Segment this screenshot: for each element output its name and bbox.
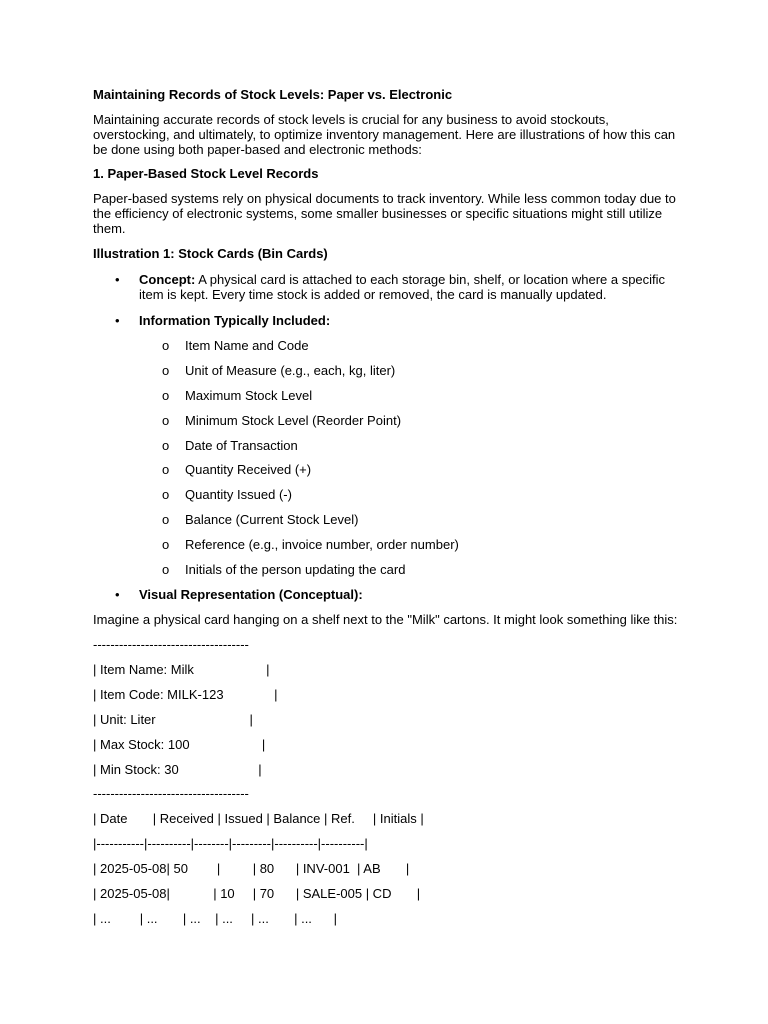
card-line: | Date | Received | Issued | Balance | Ref. | Initials | [93,811,424,826]
card-line: | 2025-05-08| 50 | | 80 | INV-001 | AB | [93,861,410,876]
card-line: | Item Code: MILK-123 | [93,687,278,702]
visual-label: Visual Representation (Conceptual): [139,587,363,602]
card-line: | ... | ... | ... | ... | ... | ... | [93,911,337,926]
circle-bullet-icon: o [162,562,170,577]
document-page: Maintaining Records of Stock Levels: Paper vs. Electronic Maintaining accurate records of stock levels is crucial for any business to avoid stockouts, overstocking, and ultimately, to optimize inventory management. Here are illustrations of how this can be done using both paper-based and electronic methods: 1. Paper-Based Stock Level Records Paper-based systems rely on physical documents to track inventory. While less common today due to the efficiency of electronic systems, some smaller businesses or specific situations might still utilize them. Illustration 1: Stock Cards (Bin Cards) • Concept: A physical card is attached to each storage bin, shelf, or location where a specific item is kept. Every time stock is added or removed, the card is manually updated. • Information Typically Included: o Item Name and Code o Unit of Measure (e.g., each, kg, liter) o Maximum Stock Level o Minimum Stock Level (Reorder Point) o Date of Transaction o Quantity Received (+) o Quantity Issued (-) o Balance (Current Stock Level) o Reference (e.g., invoice number, order number) o Initials of the person updating the card • Visual Representation (Conceptual): Imagine a physical card hanging on a shelf next to the "Milk" cartons. It might look something like this: ------------------------------------ | Item Name: Milk | | Item Code: MILK-123 | | Unit: Liter | | Max Stock: 100 | | Min Stock: 30 | ------------------------------------ | Date | Received | Issued | Balance | Ref. | Initials | |-----------|----------|--------|---------|----------|----------| | 2025-05-08| 50 | | 80 | INV-001 | AB | | 2025-05-08| | 10 | 70 | SALE-005 | CD | | ... | ... | ... | ... | ... | ... | [0,0,768,1024]
bullet-dot-icon: • [115,313,120,328]
information-label: Information Typically Included: [139,313,331,328]
imagine-text: Imagine a physical card hanging on a shelf next to the "Milk" cartons. It might look something like this: [93,612,678,627]
circle-bullet-icon: o [162,388,170,403]
bullet-dot-icon: • [115,272,120,287]
circle-bullet-icon: o [162,413,170,428]
concept-label: Concept: [139,272,196,287]
card-line: ------------------------------------ [93,637,249,652]
card-line: | Item Name: Milk | [93,662,270,677]
circle-bullet-icon: o [162,512,170,527]
document-title: Maintaining Records of Stock Levels: Paper vs. Electronic [93,87,453,102]
card-line: | Max Stock: 100 | [93,737,266,752]
bullet-dot-icon: • [115,587,120,602]
card-line: | Unit: Liter | [93,712,253,727]
circle-bullet-icon: o [162,363,170,378]
card-line: | 2025-05-08| | 10 | 70 | SALE-005 | CD | [93,886,421,901]
concept-text: A physical card is attached to each storage bin, shelf, or location where a specific item is kept. Every time stock is added or removed, the card is manually updated. [139,272,666,302]
circle-bullet-icon: o [162,487,170,502]
illustration-heading: Illustration 1: Stock Cards (Bin Cards) [93,246,328,261]
circle-bullet-icon: o [162,438,170,453]
card-line: |-----------|----------|--------|---------|----------|----------| [93,836,368,851]
section-heading-paper-based: 1. Paper-Based Stock Level Records [93,166,319,181]
paper-based-paragraph: Paper-based systems rely on physical documents to track inventory. While less common today due to the efficiency of electronic systems, some smaller businesses or specific situations might still utilize them. [93,191,676,236]
circle-bullet-icon: o [162,537,170,552]
card-line: ------------------------------------ [93,786,249,801]
circle-bullet-icon: o [162,338,170,353]
bullet-concept-content [139,272,679,302]
intro-paragraph: Maintaining accurate records of stock levels is crucial for any business to avoid stockouts, overstocking, and ultimately, to optimize inventory management. Here are illustrations of how this can be done using both paper-based and electronic methods: [93,112,676,157]
circle-bullet-icon: o [162,462,170,477]
card-line: | Min Stock: 30 | [93,762,262,777]
